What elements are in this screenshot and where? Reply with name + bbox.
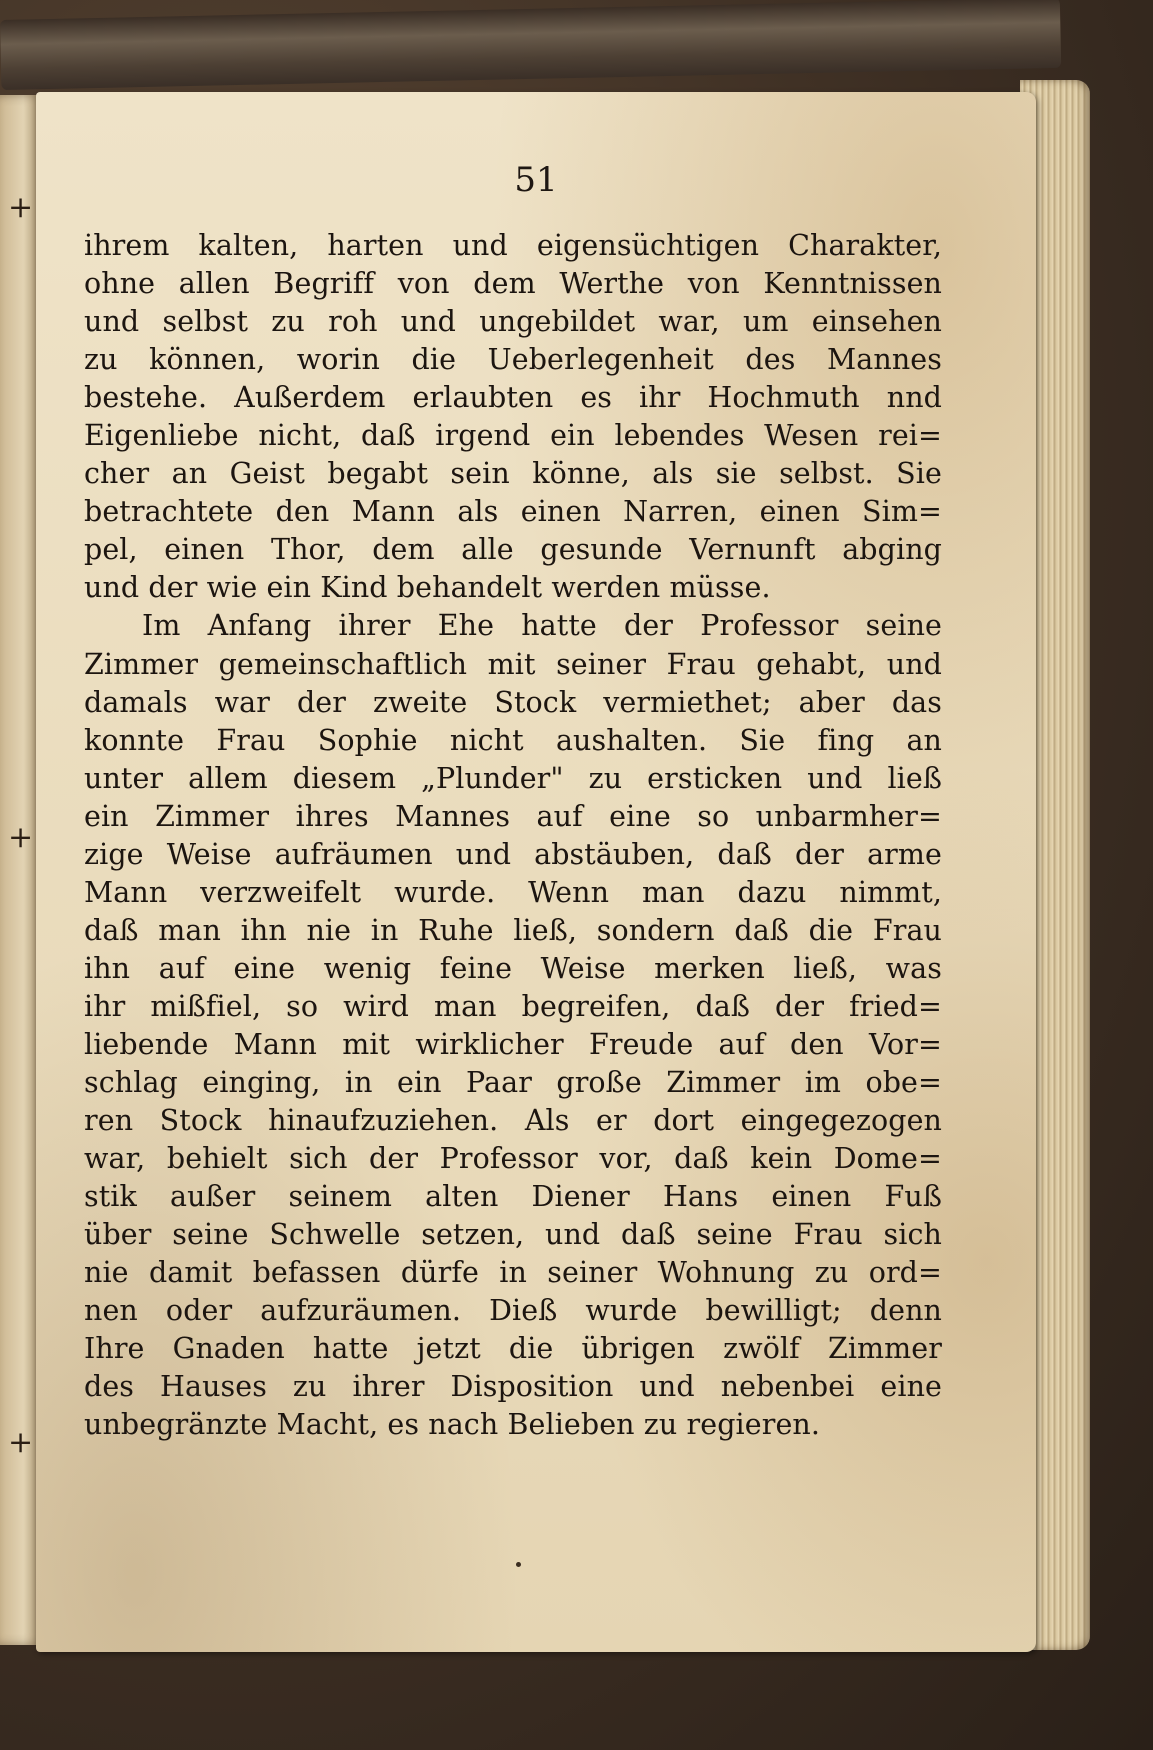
text-line: nen oder aufzuräumen. Dieß wurde bewilligt; denn <box>84 1294 942 1328</box>
text-line: ren Stock hinaufzuziehen. Als er dort eingegezogen <box>84 1104 942 1138</box>
text-line: über seine Schwelle setzen, und daß seine Frau sich <box>84 1218 942 1252</box>
page-number: 51 <box>514 160 558 200</box>
text-line: Mann verzweifelt wurde. Wenn man dazu nimmt, <box>84 875 942 909</box>
text-line: ohne allen Begriff von dem Werthe von Kenntnissen <box>84 267 942 301</box>
text-line: und der wie ein Kind behandelt werden müsse. <box>84 571 771 605</box>
text-line: des Hauses zu ihrer Disposition und nebenbei eine <box>84 1370 942 1404</box>
text-line: war, behielt sich der Professor vor, daß kein Dome= <box>84 1142 942 1176</box>
text-line: unbegränzte Macht, es nach Belieben zu regieren. <box>84 1408 821 1442</box>
text-line: nie damit befassen dürfe in seiner Wohnung zu ord= <box>84 1256 942 1290</box>
text-line: stik außer seinem alten Diener Hans einen Fuß <box>84 1180 942 1214</box>
text-line: zige Weise aufräumen und abstäuben, daß der arme <box>84 837 942 871</box>
margin-mark: + <box>8 190 34 225</box>
text-line: ein Zimmer ihres Mannes auf eine so unbarmher= <box>84 799 942 833</box>
text-line: damals war der zweite Stock vermiethet; aber das <box>84 685 942 719</box>
text-line: und selbst zu roh und ungebildet war, um einsehen <box>84 305 942 339</box>
text-line: Eigenliebe nicht, daß irgend ein lebendes Wesen rei= <box>84 419 942 453</box>
body-text <box>84 227 942 1445</box>
book-page <box>36 92 1036 1652</box>
text-line: Zimmer gemeinschaftlich mit seiner Frau gehabt, und <box>84 647 942 681</box>
margin-mark: + <box>8 1425 34 1460</box>
text-line: schlag einging, in ein Paar große Zimmer im obe= <box>84 1066 942 1100</box>
text-line: unter allem diesem „Plunder" zu ersticken und ließ <box>84 761 942 795</box>
text-line: konnte Frau Sophie nicht aushalten. Sie fing an <box>84 723 942 757</box>
ink-dot <box>516 1562 521 1567</box>
text-line: Ihre Gnaden hatte jetzt die übrigen zwölf Zimmer <box>84 1332 942 1366</box>
text-line: ihrem kalten, harten und eigensüchtigen Charakter, <box>84 229 942 262</box>
text-line: ihn auf eine wenig feine Weise merken ließ, was <box>84 951 942 985</box>
text-line: zu können, worin die Ueberlegenheit des Mannes <box>84 343 942 377</box>
text-line: cher an Geist begabt sein könne, als sie selbst. Sie <box>84 457 942 491</box>
text-line: daß man ihn nie in Ruhe ließ, sondern daß die Frau <box>84 913 942 947</box>
text-line: pel, einen Thor, dem alle gesunde Vernunft abging <box>84 533 942 567</box>
text-line: liebende Mann mit wirklicher Freude auf den Vor= <box>84 1027 942 1061</box>
text-line: Im Anfang ihrer Ehe hatte der Professor seine <box>142 609 942 643</box>
text-line: bestehe. Außerdem erlaubten es ihr Hochmuth nnd <box>84 381 942 415</box>
text-line: ihr mißfiel, so wird man begreifen, daß der fried= <box>84 989 942 1023</box>
margin-mark: + <box>8 820 34 855</box>
text-line: betrachtete den Mann als einen Narren, einen Sim= <box>84 495 942 529</box>
